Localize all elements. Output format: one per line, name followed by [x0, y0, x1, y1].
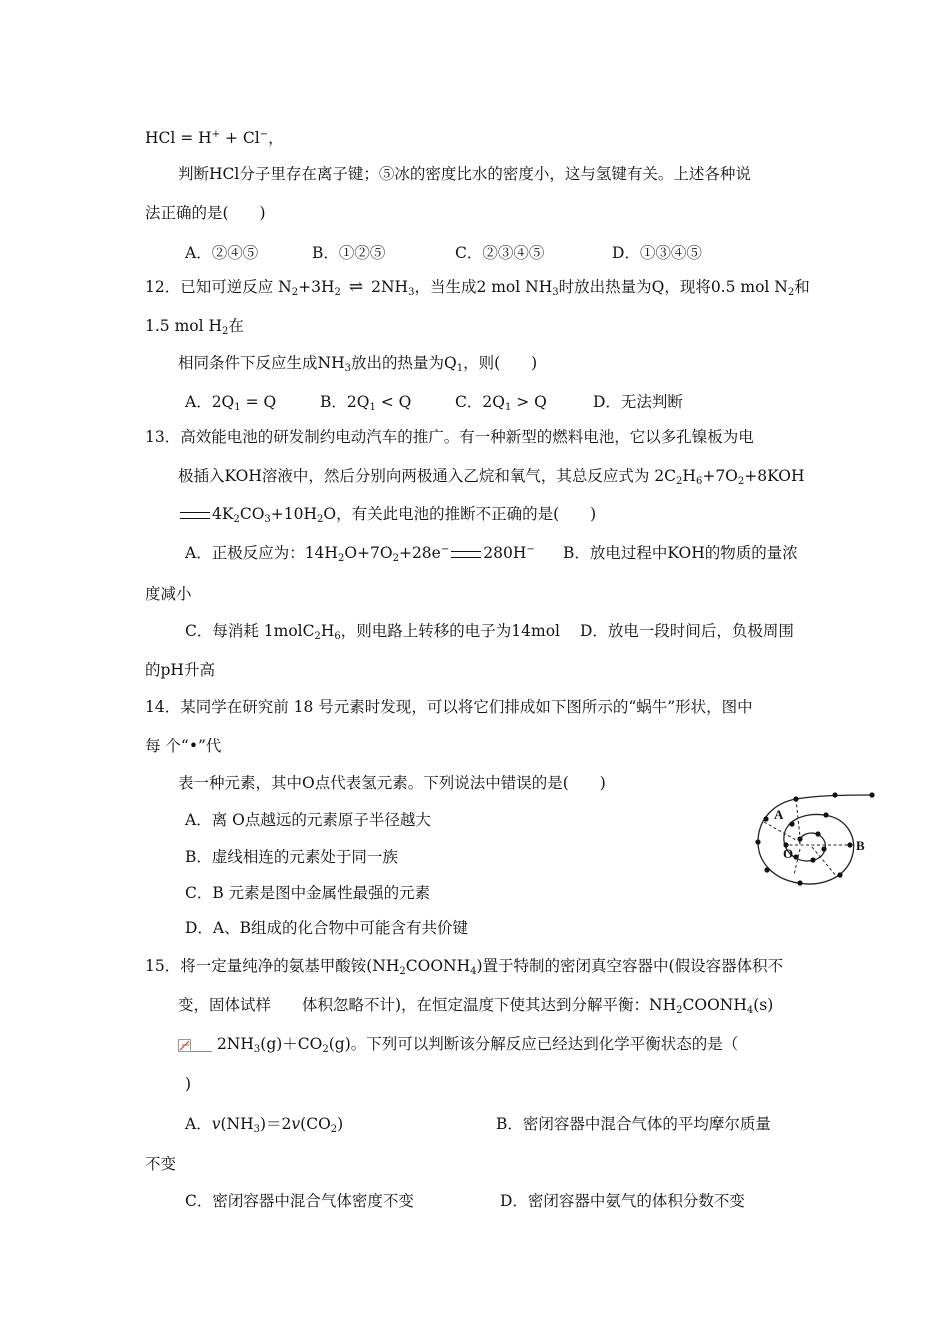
element-dot [763, 816, 768, 821]
element-dot [869, 792, 874, 797]
q14-option-c: C．B 元素是图中金属性最强的元素 [185, 884, 431, 902]
q15-option-c: C．密闭容器中混合气体密度不变 [185, 1192, 414, 1210]
element-dot [797, 836, 802, 841]
q13-option-b: B．放电过程中KOH的物质的量浓 [563, 544, 798, 562]
q12-stem-line1: 12．已知可逆反应 $N_2+3H_2$ ⇌ $2NH_3$，当生成2 mol $NH_3$时放出热量为Q，现将0.5 mol $N_2$和 [145, 277, 810, 298]
q12-option-b: B．$2Q_1 < Q$ [320, 393, 412, 413]
element-dot [797, 880, 802, 885]
q13-stem-line3: $4K_2CO_3+10H_2O$，有关此电池的推断不正确的是( ) [178, 504, 596, 524]
q13-stem-line2: 极插入KOH溶液中，然后分别向两极通入乙烷和氧气，其总反应式为 $2C_2H_6+7O_2+8KOH$ [178, 467, 805, 487]
q13-stem-line1: 13．高效能电池的研发制约电动汽车的推广。有一种新型的燃料电池，它以多孔镍板为电 [145, 428, 754, 446]
element-dot [793, 854, 798, 859]
q15-option-a: A．$v(NH_3)=2v(CO_2)$ [185, 1115, 344, 1135]
label-b: B [856, 838, 865, 853]
q13-option-a: A．正极反应为：$14H_2O+7O_2+28e^-$ 280H− [185, 544, 535, 564]
q12-stem-line3: 相同条件下反应生成$NH_3$放出的热量为$Q_1$，则( ) [178, 354, 538, 374]
element-dot [823, 812, 828, 817]
q12-stem-line2: 1.5 mol $H_2$在 [145, 317, 244, 337]
q14-option-d: D．A、B组成的化合物中可能含有共价键 [185, 919, 469, 937]
q11-option-d: D．①③④⑤ [612, 244, 702, 262]
equals-sign-icon [451, 551, 481, 558]
q15-stem-line4: ) [185, 1075, 192, 1093]
element-dot [821, 846, 826, 851]
q12-option-d: D．无法判断 [593, 393, 683, 411]
q13-option-d-cont: 的pH升高 [145, 661, 215, 679]
q15-option-d: D．密闭容器中氨气的体积分数不变 [500, 1192, 745, 1210]
element-dot [793, 796, 798, 801]
label-a: A [774, 807, 784, 822]
q11-option-a: A．②④⑤ [185, 244, 259, 262]
q13-option-c: C．每消耗 $1molC_2H_6$，则电路上转移的电子为14mol [185, 622, 560, 642]
element-dot [789, 821, 794, 826]
q12-option-c: C．$2Q_1 > Q$ [455, 393, 547, 413]
q11-text-line3: 法正确的是( ) [145, 204, 266, 222]
element-dot [837, 872, 842, 877]
q11-text-line2: 判断HCl分子里存在离子键；⑤冰的密度比水的密度小，这与氢键有关。上述各种说 [178, 165, 751, 183]
q13-option-d: D．放电一段时间后，负极周围 [580, 622, 794, 640]
q14-option-a: A．离 O点越远的元素原子半径越大 [185, 811, 431, 829]
q12-option-a: A．$2Q_1 = Q$ [185, 393, 277, 413]
equals-sign-icon [180, 512, 210, 519]
q13-option-b-cont: 度减小 [145, 585, 192, 603]
element-dot [832, 792, 837, 797]
q14-option-b: B．虚线相连的元素处于同一族 [185, 848, 398, 866]
q15-option-b-cont: 不变 [145, 1155, 177, 1173]
snail-element-diagram [740, 787, 880, 902]
label-o: O [783, 846, 794, 861]
q14-stem-line2: 每 个“•”代 [145, 737, 222, 755]
element-dot [764, 867, 769, 872]
dashed-group-line [794, 849, 800, 875]
reversible-arrow-icon: ⇌ [348, 277, 364, 297]
element-dot [755, 839, 760, 844]
q15-stem-line2: 变，固体试样 体积忽略不计)，在恒定温度下使其达到分解平衡：$NH_2COONH_4(s)$ [178, 996, 774, 1016]
q11-option-c: C．②③④⑤ [455, 244, 545, 262]
q15-stem-line1: 15．将一定量纯净的氨基甲酸铵$(NH_2COONH_4)$置于特制的密闭真空容器中(假设容器体积不 [145, 957, 784, 977]
element-dot [810, 857, 815, 862]
q11-option-b: B．①②⑤ [312, 244, 386, 262]
q15-stem-line3: $2NH_3(g)+CO_2(g)$。下列可以判断该分解反应已经达到化学平衡状态的是（ [178, 1034, 738, 1054]
q14-stem-line3: 表一种元素，其中O点代表氢元素。下列说法中错误的是( ) [178, 774, 606, 792]
element-dot [847, 842, 852, 847]
equilibrium-arrow-icon [178, 1038, 212, 1052]
q14-stem-line1: 14．某同学在研究前 18 号元素时发现，可以将它们排成如下图所示的“蜗牛”形状，图中 [145, 698, 753, 716]
q15-option-b: B．密闭容器中混合气体的平均摩尔质量 [496, 1115, 771, 1133]
element-dot [815, 831, 820, 836]
q11-equation: HCl = H+ + Cl−， [145, 129, 284, 147]
